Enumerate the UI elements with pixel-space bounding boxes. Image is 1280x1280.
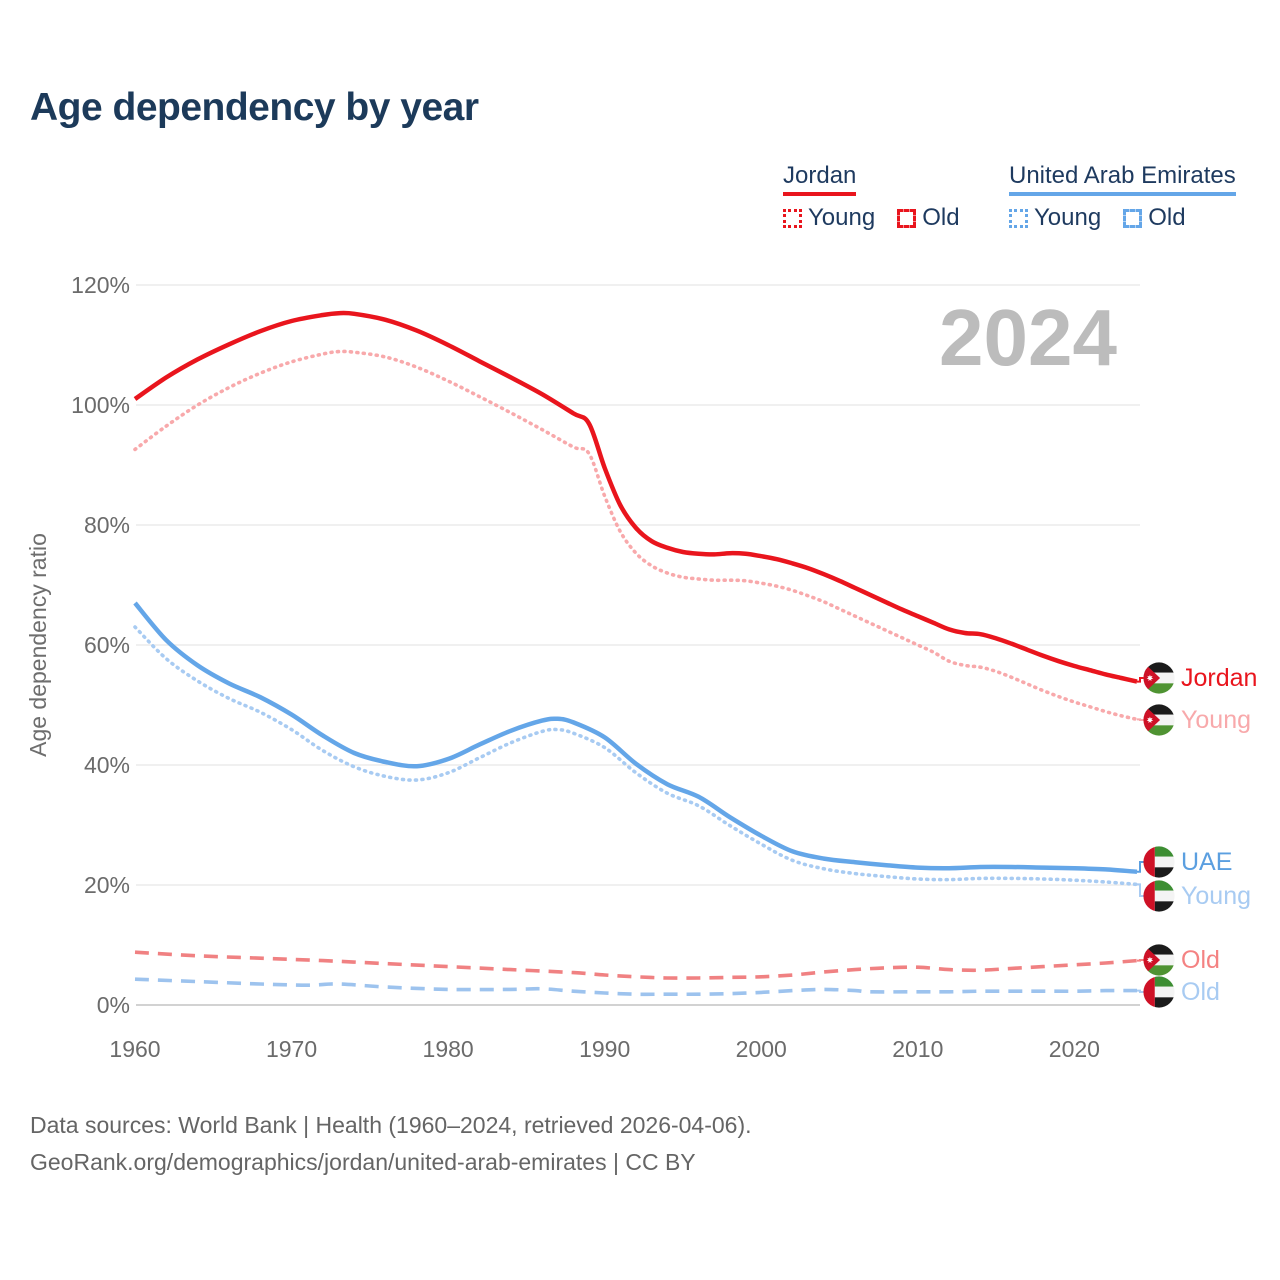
uae-flag-icon <box>1143 846 1175 878</box>
end-label-uae-total <box>1143 845 1232 879</box>
series-line-uae-old[interactable] <box>135 979 1137 994</box>
end-label-uae-young-text: Young <box>1181 881 1251 910</box>
y-tick-label: 60% <box>83 632 130 658</box>
x-tick-label: 1990 <box>579 1036 631 1062</box>
legend-country-uae-label: United Arab Emirates <box>1009 162 1236 189</box>
end-label-jordan-total-text: Jordan <box>1181 663 1258 692</box>
legend-item-uae-old-label: Old <box>1148 204 1186 232</box>
footer-data-sources: Data sources: World Bank | Health (1960–2024, retrieved 2026-04-06). <box>30 1112 752 1138</box>
end-label-uae-old <box>1143 975 1220 1009</box>
end-label-uae-old-text: Old <box>1181 977 1220 1006</box>
legend-item-uae-young-label: Young <box>1034 204 1102 232</box>
x-tick-label: 1980 <box>422 1036 474 1062</box>
end-label-jordan-young <box>1143 703 1251 737</box>
legend-item-jordan-old-label: Old <box>922 204 960 232</box>
series-line-jordan-young[interactable] <box>135 351 1137 719</box>
jordan-flag-icon <box>1143 704 1175 736</box>
x-tick-label: 1970 <box>265 1036 318 1062</box>
y-tick-label: 40% <box>83 752 130 778</box>
y-axis-label: Age dependency ratio <box>25 533 51 757</box>
footer-attribution-url: GeoRank.org/demographics/jordan/united-arab-emirates | CC BY <box>30 1149 696 1175</box>
x-tick-label: 2000 <box>735 1036 787 1062</box>
y-tick-label: 80% <box>83 512 130 538</box>
jordan-flag-icon <box>1143 944 1175 976</box>
y-tick-label: 100% <box>71 392 130 418</box>
x-tick-label: 1960 <box>109 1036 161 1062</box>
y-tick-label: 20% <box>83 872 130 898</box>
series-line-uae-total[interactable] <box>135 603 1137 872</box>
y-tick-label: 120% <box>71 272 130 298</box>
x-tick-label: 2010 <box>892 1036 944 1062</box>
series-line-uae-young[interactable] <box>135 627 1137 884</box>
uae-flag-icon <box>1143 880 1175 912</box>
uae-flag-icon <box>1143 976 1175 1008</box>
end-label-uae-young <box>1143 879 1251 913</box>
legend-item-jordan-young-label: Young <box>808 204 876 232</box>
watermark-year: 2024 <box>939 293 1117 382</box>
jordan-flag-icon <box>1143 662 1175 694</box>
end-label-uae-total-text: UAE <box>1181 847 1233 876</box>
end-label-jordan-total <box>1143 661 1257 695</box>
series-line-jordan-old[interactable] <box>135 952 1137 978</box>
end-label-jordan-young-text: Young <box>1181 705 1251 734</box>
end-label-jordan-old <box>1143 943 1220 977</box>
page-title: Age dependency by year <box>30 86 479 129</box>
y-tick-label: 0% <box>96 992 130 1018</box>
x-tick-label: 2020 <box>1048 1036 1100 1062</box>
end-label-jordan-old-text: Old <box>1181 945 1220 974</box>
legend-country-jordan-label: Jordan <box>783 162 857 189</box>
